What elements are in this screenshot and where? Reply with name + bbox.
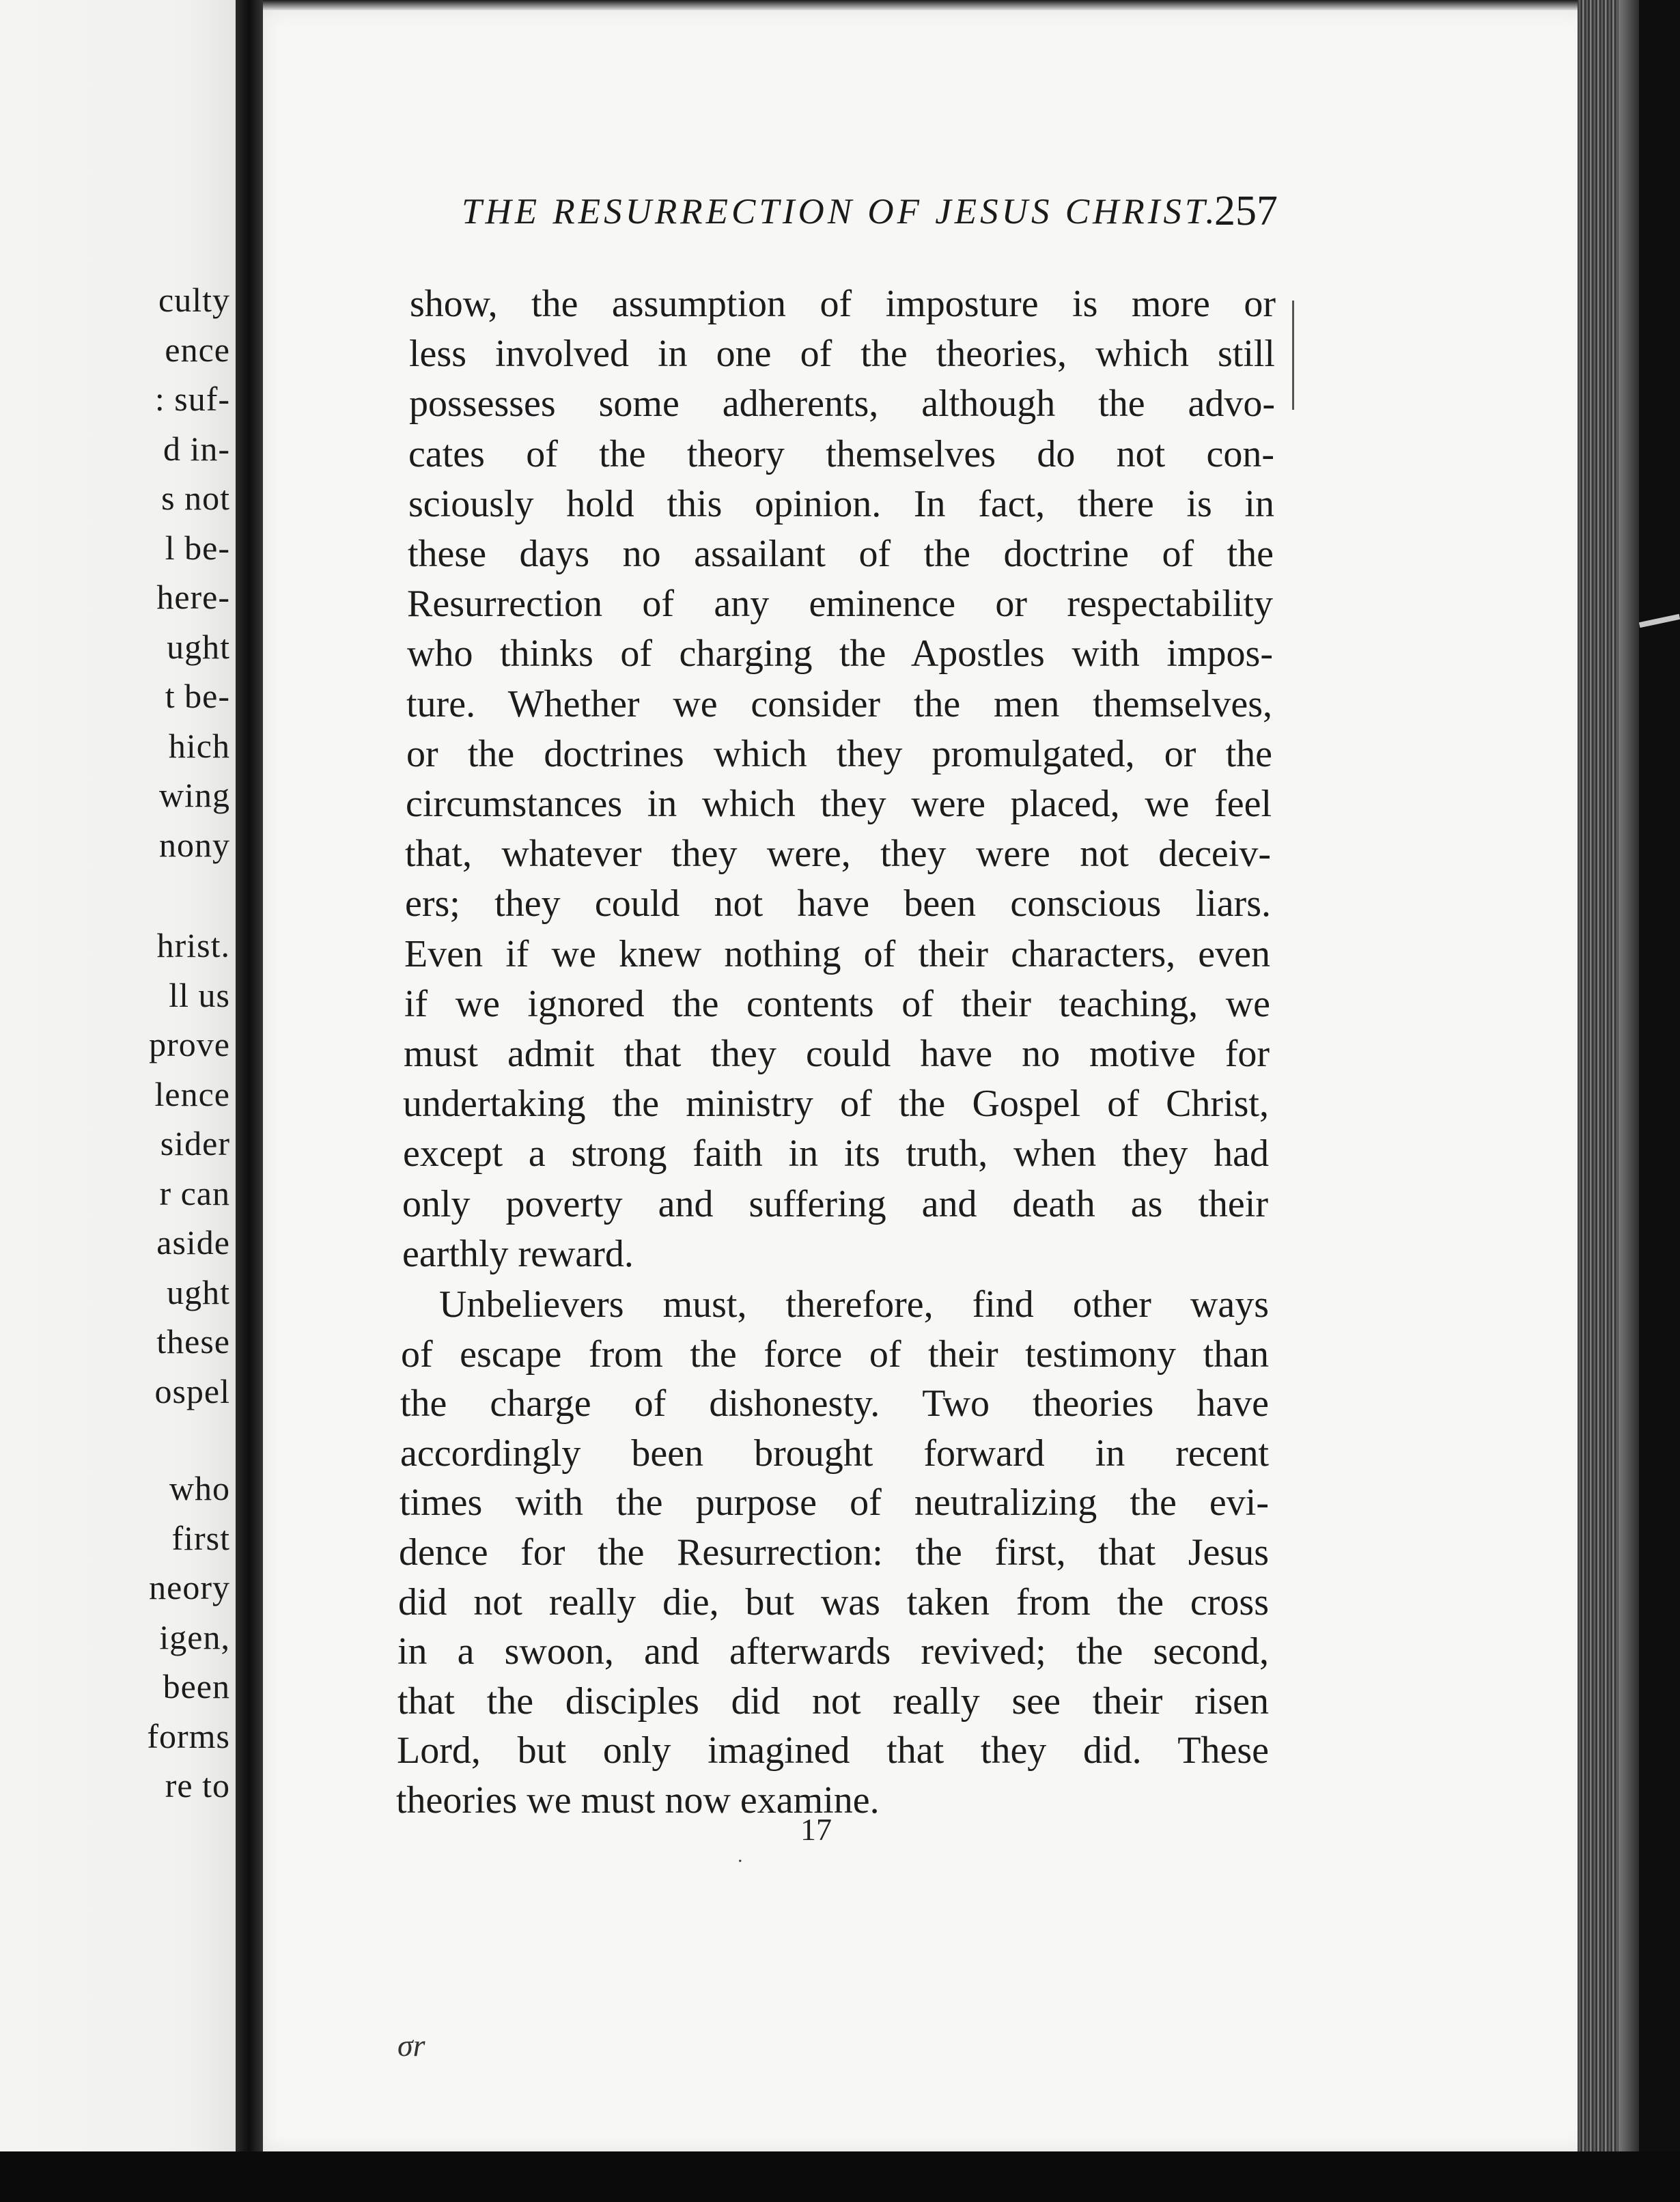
text-line: earthly reward. [402,1232,634,1275]
left-page-fragment: forms [147,1716,230,1755]
running-header-title: THE RESURRECTION OF JESUS CHRIST. [462,192,1218,232]
background-right [1639,0,1680,2202]
left-page-fragment: prove [149,1025,230,1063]
text-line: the charge of dishonesty. Two theories have [400,1382,1269,1425]
signature-mark: 17 [800,1812,832,1847]
text-line: Even if we knew nothing of their characters, even [404,932,1270,975]
text-line: that the disciples did not really see their risen [397,1680,1269,1723]
left-page-fragment: t be- [165,677,230,715]
text-line: must admit that they could have no motive for [404,1033,1270,1075]
text-line: or the doctrines which they promulgated, or the [406,732,1272,775]
left-page-fragment: who [169,1469,230,1507]
cover-edge [1619,0,1639,2202]
left-page-fragment: ence [165,330,230,369]
left-page-fragment: hrist. [156,926,230,964]
margin-mark: σr [397,2028,425,2063]
left-page-fragment: s not [161,479,230,517]
page-number: 257 [1214,188,1278,234]
book-gutter [236,0,263,2202]
left-page-fragment: culty [158,281,230,319]
text-line: who thinks of charging the Apostles with impos- [407,632,1273,675]
text-line: possesses some adherents, although the advo- [409,382,1275,426]
left-page-fragment: been [163,1667,230,1705]
left-page-fragment: nony [159,825,230,864]
text-line: only poverty and suffering and death as their [402,1182,1268,1225]
text-line: ers; they could not have been conscious liars. [405,882,1271,925]
left-page-fragment: lence [154,1074,230,1113]
text-line: Resurrection of any eminence or respectability [407,583,1273,626]
text-line: Lord, but only imagined that they did. These [397,1729,1269,1772]
left-page-fragment: here- [156,578,230,616]
text-line: Unbelievers must, therefore, find other ways [439,1283,1269,1326]
text-line: times with the purpose of neutralizing the evi- [400,1481,1269,1524]
page-edge-mark [1292,301,1294,410]
left-page-fragment: ught [167,1272,230,1311]
left-page-fragment: l be- [165,528,230,567]
text-line: these days no assailant of the doctrine of the [408,533,1274,575]
text-line: did not really die, but was taken from the cross [398,1580,1269,1623]
text-line: theories we must now examine. [396,1779,880,1822]
text-line: dence for the Resurrection: the first, that Jesus [399,1531,1269,1574]
text-line: cates of the theory themselves do not con- [408,432,1274,475]
left-page-fragment: d in- [163,429,230,468]
left-page-fragment: ospel [154,1371,230,1410]
text-line: except a strong faith in its truth, when they had [403,1132,1269,1175]
left-page-fragment: ught [167,627,230,666]
left-page-fragment: aside [156,1223,230,1262]
text-line: that, whatever they were, they were not deceiv- [405,833,1271,876]
left-facing-page [0,0,236,2202]
text-line: undertaking the ministry of the Gospel of Christ, [403,1083,1269,1126]
background-bottom [0,2151,1680,2202]
left-page-fragment: first [171,1518,230,1557]
text-line: ture. Whether we consider the men themselves, [406,682,1272,725]
text-line: accordingly been brought forward in recent [400,1432,1269,1475]
text-line: less involved in one of the theories, which still [409,333,1275,376]
left-page-fragment: ll us [169,975,230,1014]
text-line: circumstances in which they were placed, we feel [406,783,1272,825]
page-stack-edge [1578,0,1619,2202]
text-line: sciously hold this opinion. In fact, there is in [408,482,1274,525]
text-line: if we ignored the contents of their teaching, we [404,982,1270,1025]
left-page-fragment: these [156,1322,230,1361]
text-line: of escape from the force of their testimony than [401,1333,1269,1376]
left-page-fragment: re to [165,1766,230,1804]
left-page-fragment: igen, [159,1617,230,1656]
left-page-fragment: sider [160,1124,230,1162]
left-page-fragment: hich [168,726,230,765]
text-line: show, the assumption of imposture is more or [410,283,1276,325]
top-shadow [263,0,1578,10]
left-page-fragment: r can [159,1173,230,1212]
left-page-fragment: neory [149,1568,230,1606]
running-header [462,188,1278,246]
left-page-fragment: wing [159,776,230,814]
speck: . [738,1844,743,1867]
left-page-fragment: : suf- [154,380,230,418]
text-line: in a swoon, and afterwards revived; the second, [397,1630,1269,1673]
